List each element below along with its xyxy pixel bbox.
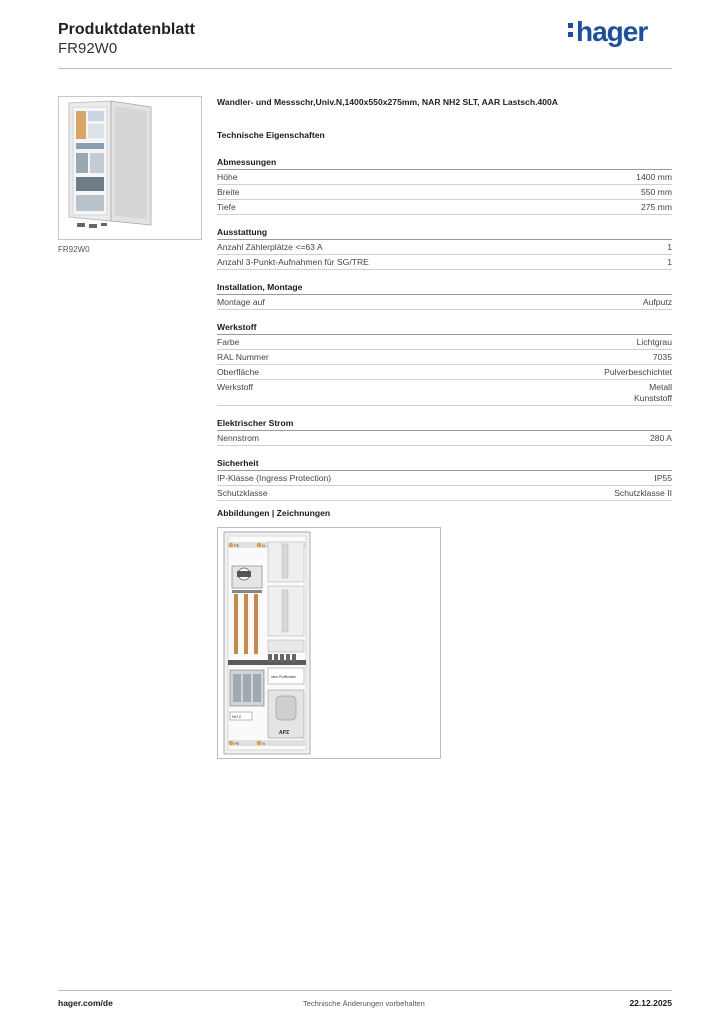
section-dimensions [217,156,672,215]
section-current [217,417,672,446]
table-row [217,240,672,255]
logo-mark-icon [568,21,574,39]
section-safety [217,457,672,501]
pe-label-bottom: PE [234,741,240,746]
header-divider [58,68,672,69]
row-value-multi [634,382,672,404]
n-label-bottom: N [262,741,265,746]
row-value: 7035 [652,352,672,362]
brand-logo [568,16,647,48]
row-label: Nennstrom [217,433,260,443]
product-description: Wandler- und Messschr,Univ.N,1400x550x275mm, NAR NH2 SLT, AAR Lastsch.400A [217,97,559,107]
table-row [217,185,672,200]
product-code: FR92W0 [58,40,118,57]
footer-note: Technische Änderungen vorbehalten [303,999,425,1008]
panel-label: neue Profilbrasse [271,675,296,679]
footer-website[interactable]: hager.com/de [58,998,113,1008]
table-row [217,200,672,215]
row-label: Montage auf [217,297,265,307]
section-equipment [217,226,672,270]
product-details [217,96,672,501]
pe-label-top: PE [234,543,240,548]
table-row [217,431,672,446]
row-value: 1 [667,257,672,267]
row-value: Lichtgrau [636,337,672,347]
section-title: Installation, Montage [217,281,672,295]
section-title: Elektrischer Strom [217,417,672,431]
row-value: Schutzklasse II [614,488,672,498]
table-row [217,255,672,270]
drawings-heading: Abbildungen | Zeichnungen [217,508,331,518]
table-row [217,350,672,365]
section-title: Abmessungen [217,156,672,170]
cabinet-photo-icon [59,97,201,239]
properties-heading: Technische Eigenschaften [217,130,325,140]
table-row [217,365,672,380]
row-value: 275 mm [640,202,672,212]
row-label: Anzahl 3-Punkt-Aufnahmen für SG/TRE [217,257,369,267]
row-value: 280 A [650,433,672,443]
row-label: Höhe [217,172,238,182]
product-image [58,96,202,240]
row-value: 1 [667,242,672,252]
row-value: Aufputz [642,297,672,307]
table-row [217,170,672,185]
apz-label: APZ [279,730,289,736]
wiring-diagram-icon [218,528,440,758]
row-value: 550 mm [640,187,672,197]
row-label: Anzahl Zählerplätze <=63 A [217,242,323,252]
row-label: RAL Nummer [217,352,269,362]
row-value: IP55 [654,473,672,483]
page-title: Produktdatenblatt [58,21,195,38]
row-label: Oberfläche [217,367,260,377]
row-value: 1400 mm [636,172,672,182]
row-label: Schutzklasse [217,488,268,498]
section-installation [217,281,672,310]
row-label: Breite [217,187,240,197]
row-value: Metall [649,382,672,392]
table-row [217,295,672,310]
footer-date: 22.12.2025 [629,998,672,1008]
section-material [217,321,672,406]
technical-drawing [217,527,441,759]
table-row [217,380,672,406]
footer-divider [58,990,672,991]
n-label-top: N [262,543,265,548]
nh-label: NH 2 [232,714,242,719]
row-label: Tiefe [217,202,236,212]
row-value: Pulverbeschichtet [604,367,672,377]
row-value-2: Kunststoff [633,393,672,403]
row-label: Farbe [217,337,240,347]
brand-name: hager [576,16,648,47]
section-title: Werkstoff [217,321,672,335]
row-label: IP-Klasse (Ingress Protection) [217,473,332,483]
table-row [217,471,672,486]
row-label: Werkstoff [217,382,253,392]
image-caption: FR92W0 [58,245,90,254]
section-title: Sicherheit [217,457,672,471]
table-row [217,486,672,501]
section-title: Ausstattung [217,226,672,240]
table-row [217,335,672,350]
